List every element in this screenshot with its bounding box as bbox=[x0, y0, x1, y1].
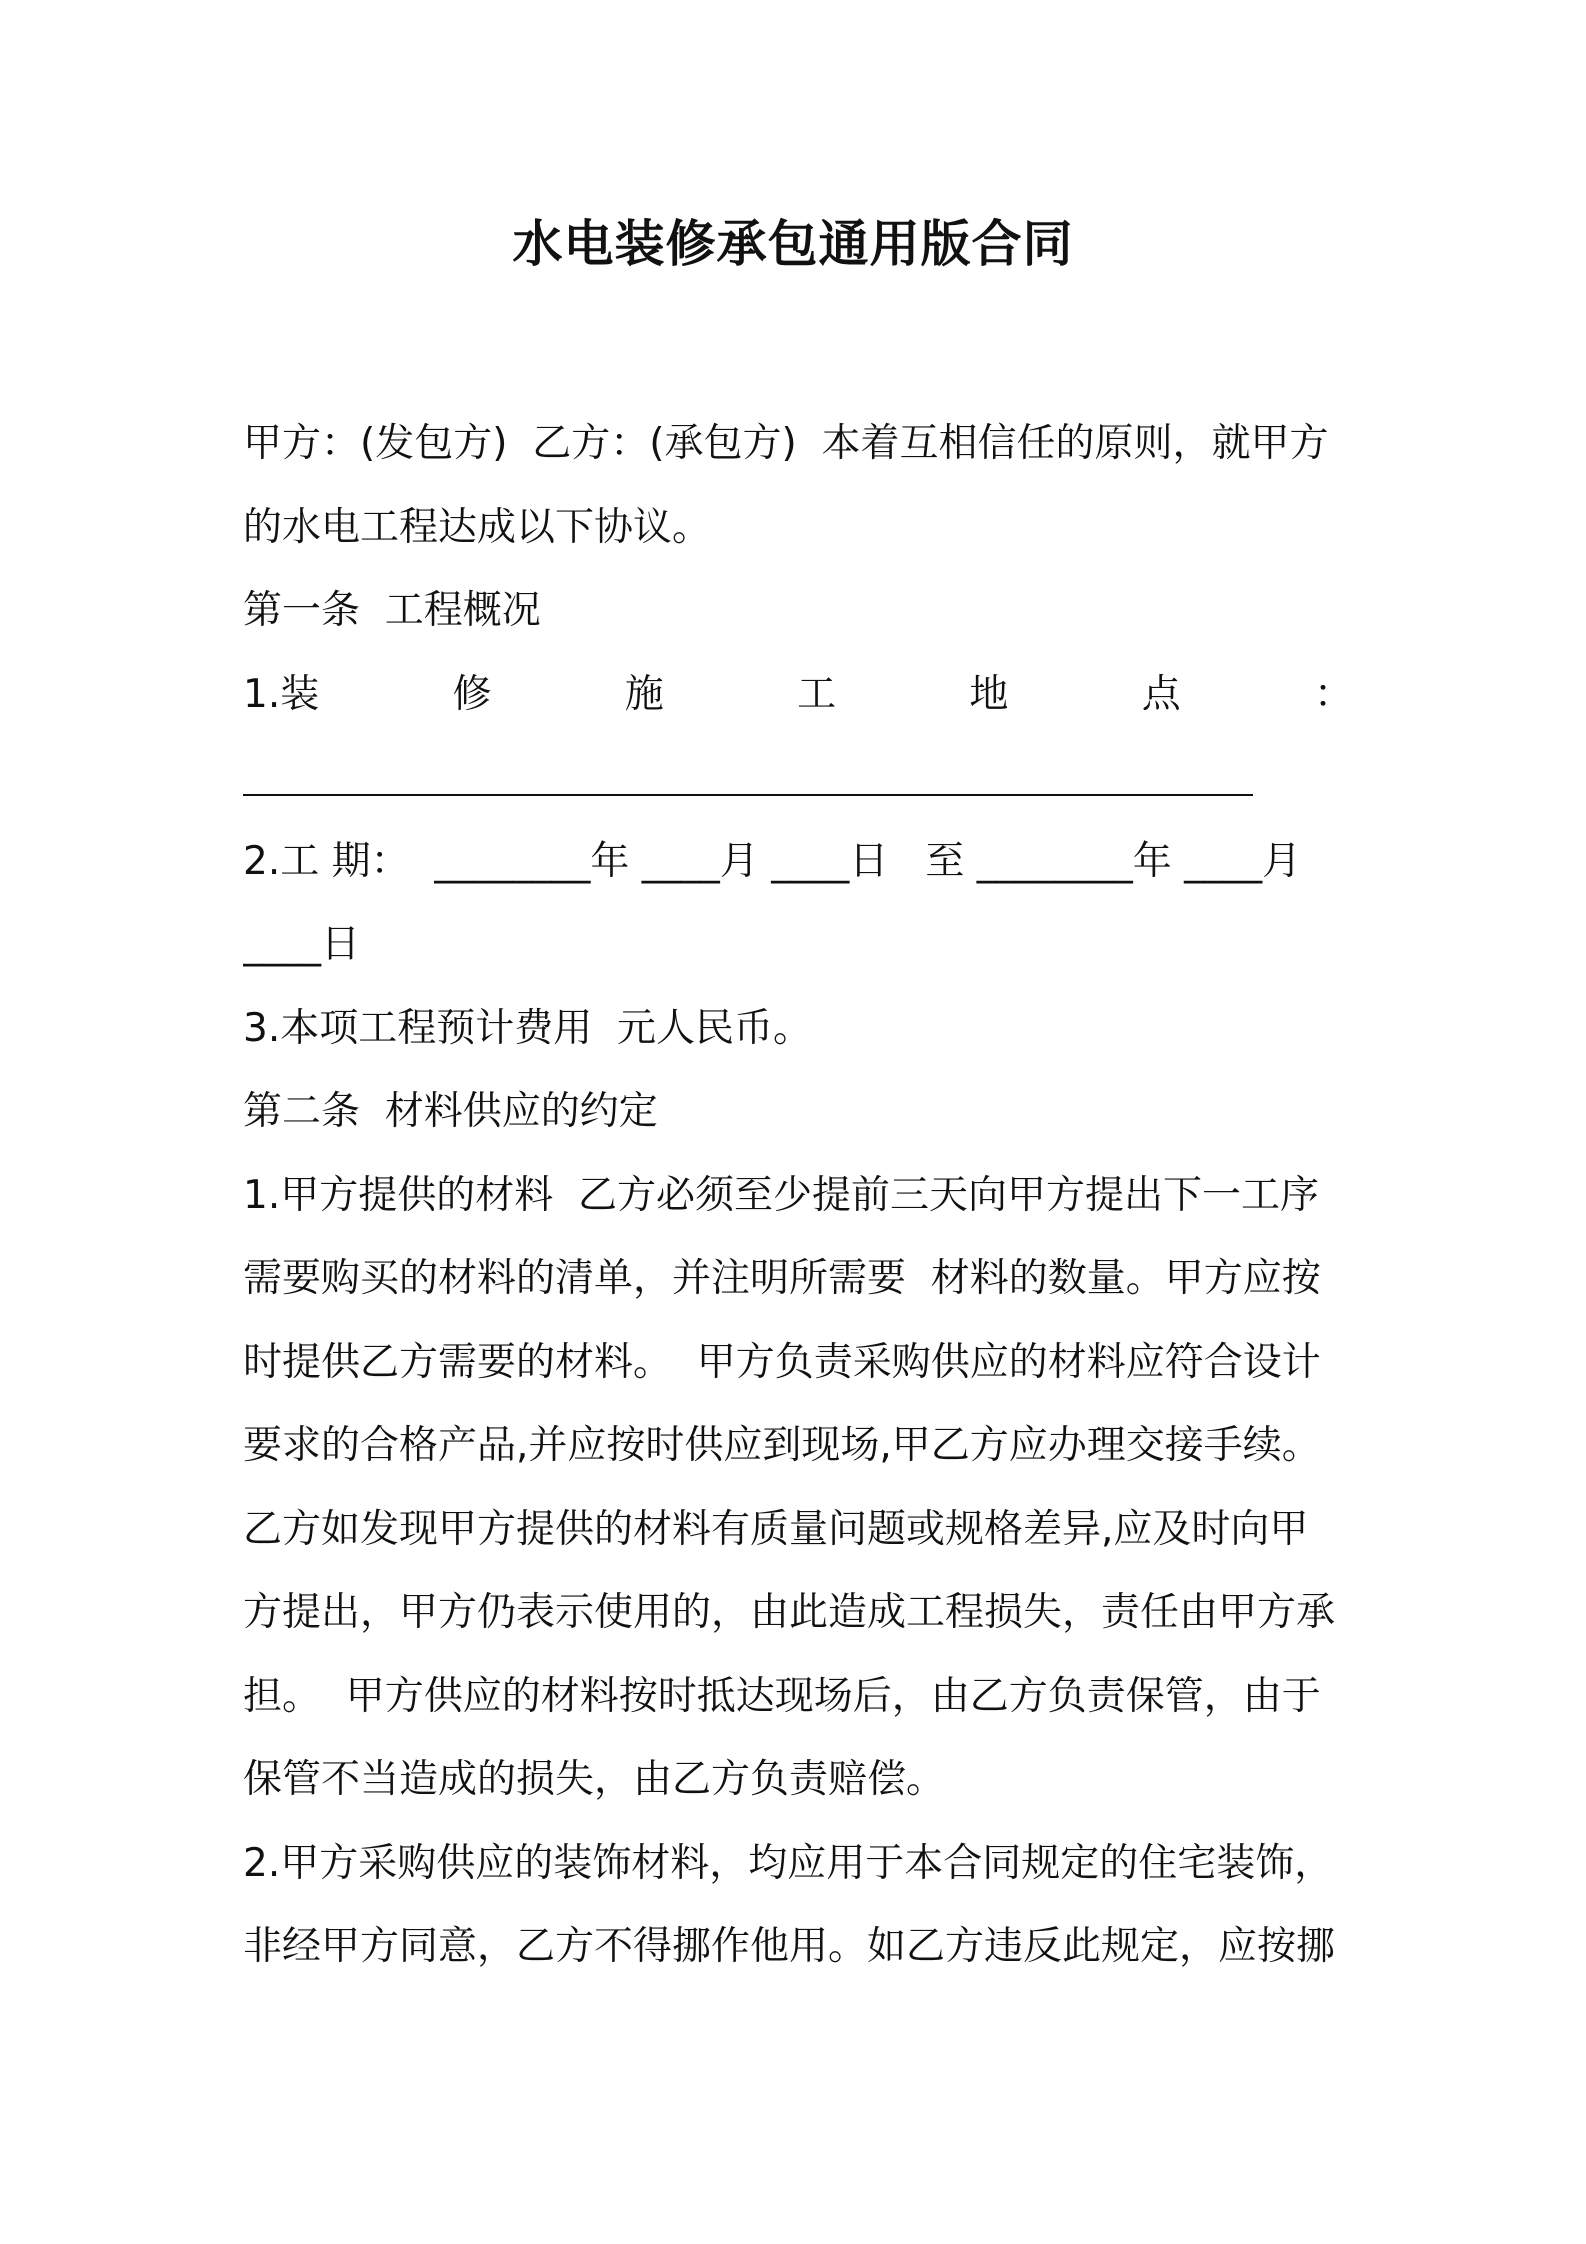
site-location-char: 1.装 bbox=[243, 671, 320, 717]
parties-line-2: 的水电工程达成以下协议。 bbox=[243, 504, 712, 550]
site-location-char: 点 bbox=[1141, 671, 1181, 717]
clause-2-1-line-7: 担。 甲方供应的材料按时抵达现场后，由乙方负责保管，由于 bbox=[243, 1673, 1321, 1719]
document-title: 水电装修承包通用版合同 bbox=[512, 215, 1074, 273]
site-location-char: 工 bbox=[797, 671, 837, 717]
clause-2-1-line-1: 1.甲方提供的材料 乙方必须至少提前三天向甲方提出下一工序 bbox=[243, 1172, 1320, 1218]
site-location-char: 地 bbox=[969, 671, 1009, 717]
site-location-blank bbox=[243, 736, 1353, 820]
site-location-char: 施 bbox=[624, 671, 664, 717]
site-location-line bbox=[243, 653, 1353, 737]
estimated-cost-line: 3.本项工程预计费用 元人民币。 bbox=[243, 1005, 813, 1051]
clause-2-2-line-2: 非经甲方同意，乙方不得挪作他用。如乙方违反此规定，应按挪 bbox=[243, 1924, 1336, 1969]
clause-2-1-line-3: 时提供乙方需要的材料。 甲方负责采购供应的材料应符合设计 bbox=[243, 1339, 1321, 1385]
clause-2-2-line-1: 2.甲方采购供应的装饰材料，均应用于本合同规定的住宅装饰， bbox=[243, 1840, 1334, 1886]
article-1-heading: 第一条 工程概况 bbox=[243, 588, 541, 633]
construction-period-line: 2.工 期： ________年 ____月 ____日 至 ________年 ____月 bbox=[243, 838, 1302, 884]
clause-2-1-line-6: 方提出，甲方仍表示使用的，由此造成工程损失，责任由甲方承 bbox=[243, 1590, 1336, 1635]
construction-period-line-end: ____日 bbox=[243, 922, 361, 967]
article-2-heading: 第二条 材料供应的约定 bbox=[243, 1089, 658, 1134]
site-location-char: 修 bbox=[452, 671, 492, 717]
parties-line-1: 甲方：(发包方) 乙方：(承包方) 本着互相信任的原则，就甲方 bbox=[243, 421, 1329, 466]
clause-2-1-line-2: 需要购买的材料的清单，并注明所需要 材料的数量。甲方应按 bbox=[243, 1256, 1321, 1301]
document-body bbox=[243, 402, 1353, 1989]
clause-2-1-line-5: 乙方如发现甲方提供的材料有质量问题或规格差异,应及时向甲 bbox=[243, 1506, 1309, 1552]
clause-2-1-line-4: 要求的合格产品,并应按时供应到现场,甲乙方应办理交接手续。 bbox=[243, 1423, 1321, 1468]
blank-rule bbox=[243, 794, 1253, 796]
clause-2-1-line-8: 保管不当造成的损失，由乙方负责赔偿。 bbox=[243, 1757, 946, 1802]
site-location-char: ： bbox=[1313, 671, 1353, 717]
